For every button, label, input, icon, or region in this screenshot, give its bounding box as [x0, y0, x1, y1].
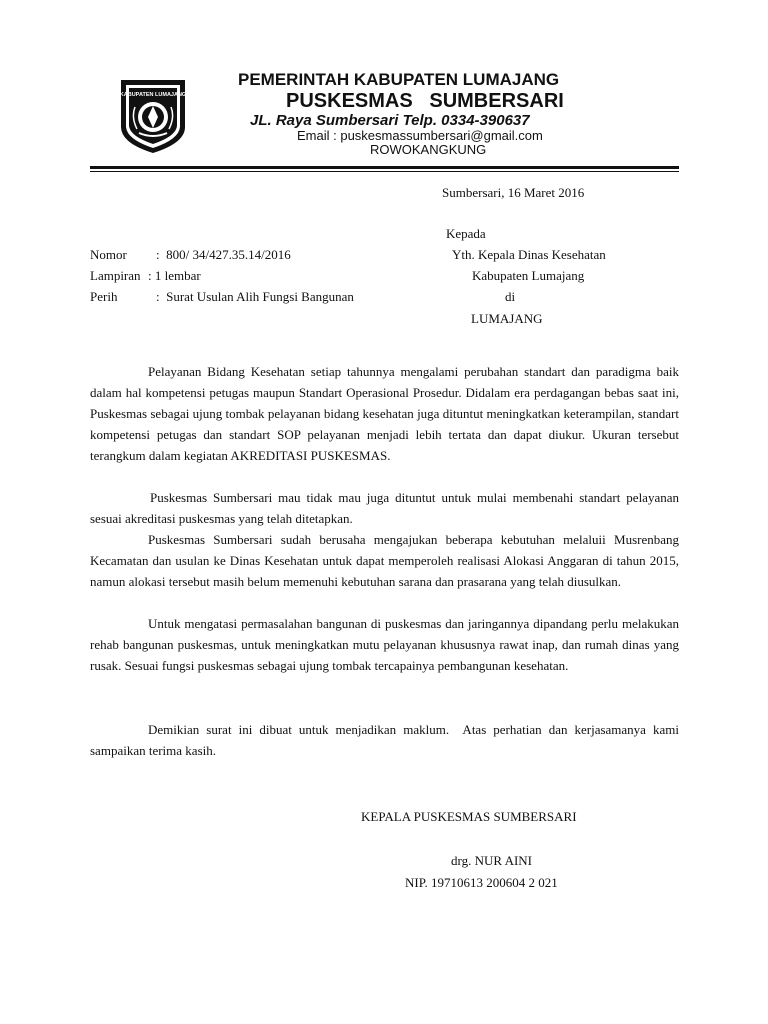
lampiran-label: Lampiran: [90, 268, 141, 283]
recipient-line-3: di: [505, 289, 516, 304]
paragraph-5: [90, 719, 683, 761]
paragraph-2: [90, 487, 679, 529]
recipient-line-2: Kabupaten Lumajang: [472, 268, 585, 283]
nomor-value: : 800/ 34/427.35.14/2016: [156, 247, 291, 262]
paragraph-3-text: Puskesmas Sumbersari sudah berusaha mengajukan beberapa kebutuhan melaluii Musrenbang Kecamatan dan usulan ke Dinas Kesehatan untuk dapat memperoleh realisasi Alokasi Anggaran di tahun 2015, namun alokasi tersebut masih belum memenuhi kebutuhan sarana dan prasarana yang telah diusulkan.: [90, 532, 679, 589]
government-title: PEMERINTAH KABUPATEN LUMAJANG: [238, 70, 560, 89]
signature-title: KEPALA PUSKESMAS SUMBERSARI: [361, 809, 577, 824]
email-address: Email : puskesmassumbersari@gmail.com: [297, 128, 543, 143]
paragraph-1: [90, 361, 679, 466]
lampiran-value: : 1 lembar: [148, 268, 201, 283]
recipient-to: Kepada: [446, 226, 486, 241]
perihal-value: : Surat Usulan Alih Fungsi Bangunan: [156, 289, 354, 304]
paragraph-5-text: Demikian surat ini dibuat untuk menjadikan maklum. Atas perhatian dan kerjasamanya kami sampaikan terima kasih.: [90, 722, 683, 758]
paragraph-4-text: Untuk mengatasi permasalahan bangunan di puskesmas dan jaringannya dipandang perlu melakukan rehab bangunan puskesmas, untuk meningkatkan mutu pelayanan khususnya rawat inap, dan rumah dinas yang rusak. Sesuai fungsi puskesmas sebagai ujung tombak tercapainya pembangunan kesehatan.: [90, 616, 679, 673]
letterhead-divider-thin: [90, 171, 679, 172]
area-name: ROWOKANGKUNG: [370, 142, 487, 157]
paragraph-4: [90, 613, 679, 676]
paragraph-3: [90, 529, 679, 592]
paragraph-1-text: Pelayanan Bidang Kesehatan setiap tahunnya mengalami perubahan standart dan paradigma baik dalam hal kompetensi petugas maupun Standart Operasional Prosedur. Didalam era perdagangan bebas saat ini, Puskesmas sebagai ujung tombak pelayanan bidang kesehatan juga dituntut meningkatkan keterampilan, standart kompetensi petugas dan standart SOP pelayanan menjadi lebih tertata dan dapat diukur. Ukuran tersebut terangkum dalam kegiatan AKREDITASI PUSKESMAS.: [90, 364, 679, 463]
signature-name: drg. NUR AINI: [451, 853, 533, 868]
letterhead-divider-thick: [90, 166, 679, 169]
regency-logo: [117, 77, 189, 155]
paragraph-2-text: Puskesmas Sumbersari mau tidak mau juga dituntut untuk mulai membenahi standart pelayanan sesuai akreditasi puskesmas yang telah ditetapkan.: [90, 490, 679, 526]
nomor-label: Nomor: [90, 247, 127, 262]
logo-text: KABUPATEN LUMAJANG: [119, 92, 187, 98]
letter-date: Sumbersari, 16 Maret 2016: [442, 185, 585, 200]
recipient-line-4: LUMAJANG: [471, 311, 543, 326]
recipient-line-1: Yth. Kepala Dinas Kesehatan: [452, 247, 606, 262]
puskesmas-title: PUSKESMAS SUMBERSARI: [286, 90, 564, 112]
signature-nip: NIP. 19710613 200604 2 021: [405, 875, 558, 890]
perihal-label: Perih: [90, 289, 118, 304]
address-phone: JL. Raya Sumbersari Telp. 0334-390637: [250, 112, 530, 129]
